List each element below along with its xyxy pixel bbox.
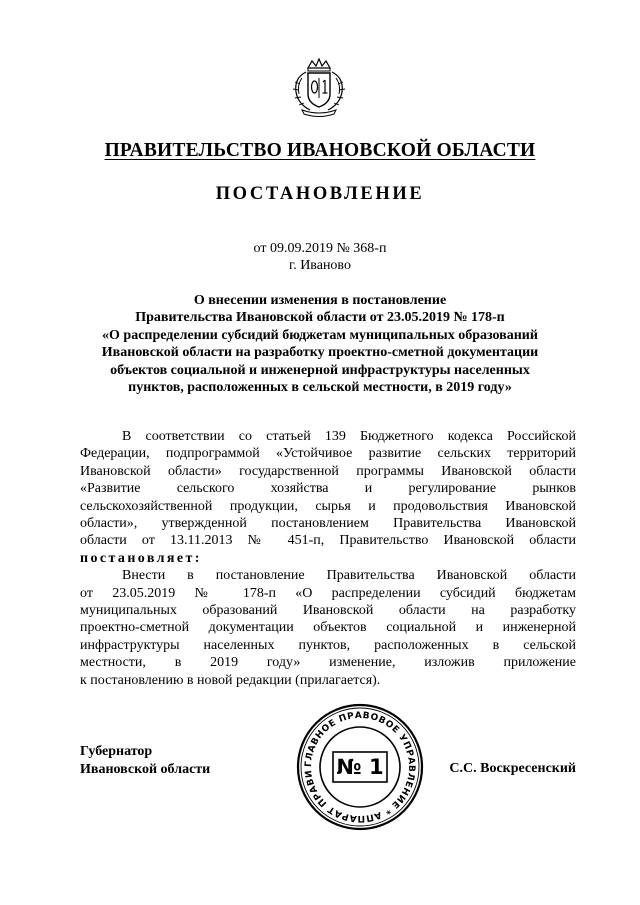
body-line: к постановлению в новой редакции (прилагается). bbox=[80, 672, 381, 688]
subject-line: Правительства Ивановской области от 23.05.2019 № 178-п bbox=[135, 310, 505, 326]
body-line: от 23.05.2019 № 178-п «О распределении субсидий бюджетам bbox=[80, 585, 576, 601]
document-meta bbox=[0, 240, 640, 274]
document-subject bbox=[60, 292, 580, 396]
body-line: муниципальных образований Ивановской области на разработку bbox=[80, 603, 576, 619]
body-line: Федерации, подпрограммой «Устойчивое развитие сельских территорий bbox=[80, 446, 576, 462]
stamp-number: № 1 bbox=[336, 755, 384, 779]
body-line: области», утвержденной постановлением Правительства Ивановской bbox=[80, 516, 576, 532]
body-line: В соответствии со статьей 139 Бюджетного кодекса Российской bbox=[122, 429, 576, 444]
body-line: Ивановской области» государственной программы Ивановской области bbox=[80, 463, 576, 479]
body-line: проектно-сметной документации объектов социальной и инженерной bbox=[80, 620, 576, 636]
body-line: «Развитие сельского хозяйства и регулирование рынков bbox=[80, 481, 576, 497]
body-line: местности, в 2019 году» изменение, изложив приложение bbox=[80, 655, 576, 671]
signer-position-line: Ивановской области bbox=[80, 762, 211, 777]
subject-line: объектов социальной и инженерной инфраструктуры населенных bbox=[110, 362, 530, 378]
resolves-word: постановляет: bbox=[80, 550, 202, 566]
subject-line: Ивановской области на разработку проектно-сметной документации bbox=[101, 345, 539, 361]
document-body bbox=[80, 428, 576, 689]
organization-title: ПРАВИТЕЛЬСТВО ИВАНОВСКОЙ ОБЛАСТИ bbox=[104, 140, 536, 161]
official-stamp bbox=[295, 702, 425, 832]
body-line: инфраструктуры населенных пунктов, расположенных в сельской bbox=[80, 637, 576, 653]
signer-position-line: Губернатор bbox=[80, 744, 153, 759]
signer-position bbox=[80, 743, 210, 779]
subject-line: «О распределении субсидий бюджетам муниципальных образований bbox=[102, 327, 538, 343]
date-number: от 09.09.2019 № 368-п bbox=[253, 241, 387, 256]
coat-of-arms-icon bbox=[288, 58, 350, 118]
city: г. Иваново bbox=[289, 258, 351, 273]
signer-name: С.С. Воскресенский bbox=[449, 761, 576, 776]
subject-line: пунктов, расположенных в сельской местности, в 2019 году» bbox=[128, 380, 512, 396]
document-type: ПОСТАНОВЛЕНИЕ bbox=[215, 184, 425, 204]
body-line: области от 13.11.2013 № 451-п, Правительство Ивановской области bbox=[80, 533, 576, 549]
body-line: сельскохозяйственной продукции, сырья и продовольствия Ивановской bbox=[80, 498, 576, 514]
body-line: Внести в постановление Правительства Ивановской области bbox=[122, 568, 576, 584]
stamp-ring-text: ГЛАВНОЕ ПРАВОВОЕ УПРАВЛЕНИЕ * АППАРАТ ПРАВИ bbox=[303, 710, 417, 824]
resolves-line bbox=[80, 550, 576, 567]
subject-line: О внесении изменения в постановление bbox=[193, 293, 447, 308]
